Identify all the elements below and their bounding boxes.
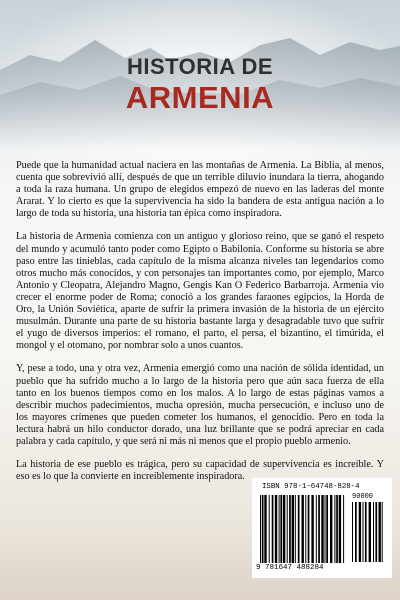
barcode-bar (369, 502, 371, 562)
barcode-bar (355, 502, 357, 562)
barcode-bars (260, 495, 348, 563)
barcode-bar (365, 502, 367, 562)
barcode-bar (264, 495, 266, 563)
barcode-bar (280, 495, 282, 563)
barcode-bar (325, 495, 326, 563)
barcode-bar (330, 495, 332, 563)
barcode-bar (292, 495, 294, 563)
barcode-bar (316, 495, 317, 563)
barcode-bar (283, 495, 285, 563)
blurb-paragraph: Y, pese a todo, una y otra vez, Armenia emergió como una nación de sólida identidad, un pueblo que ha sufrido mucho a lo largo de la historia pero que aún saca fuerza de ella tanto en los buenos tiempos como en los malos. A lo largo de estas páginas vamos a describir muchos padecimientos, mucha opresión, mucha persecución, e incluso uno de los mayores crímenes que pueden cometer los humanos, el genocidio. Pero en toda la lectura habrá un hilo conductor dorado, una luz brillante que se podrá apreciar en cada palabra y cada capítulo, y que será ni más ni menos que el propio pueblo armenio. (16, 363, 384, 447)
barcode-bar (311, 495, 313, 563)
barcode-bar (343, 495, 344, 563)
barcode-bar (363, 502, 364, 562)
barcode-bar (262, 495, 264, 563)
barcode-bar (359, 502, 361, 562)
barcode-bar (272, 495, 274, 563)
barcode-bar (289, 495, 291, 563)
book-title-line2: ARMENIA (125, 80, 275, 115)
blurb-paragraph: La historia de Armenia comienza con un antiguo y glorioso reino, que se ganó el respeto del mundo y acumuló tanto poder como Egipto o Babilonia. Conforme su historia se abre paso entre las tinieblas, cada capítulo de la misma alcanza niveles tan legendarios como otros mucho más conocidos, y con personajes tan importantes como, por ejemplo, Marco Antonio y Cleopatra, Alejandro Magno, Gengis Kan O Federico Barbarroja. Armenia vio crecer el enorme poder de Roma; conoció a los grandes faraones egipcios, la Horda de Oro, la Unión Soviética, aparte de sufrir la primera invasión de la historia de un ejército musulmán. Durante una parte de su historia bastante larga y desagradable tuvo que sufrir el yugo de diversos imperios: el romano, el parto, el persa, el bizantino, el timúrida, el mongol y el otomano, por nombrar solo a unos cuantos. (16, 231, 384, 352)
barcode-number: 9 781647 488284 (256, 564, 324, 572)
blurb-paragraph: Puede que la humanidad actual naciera en las montañas de Armenia. La Biblia, al menos, cuenta que sobrevivió allí, después de que un terrible diluvio inundara la tierra, ahogando a toda la raza humana. Un grupo de elegidos empezó de nuevo en las laderas del monte Ararat. Y lo cierto es que la supervivencia ha sido la bandera de esta antigua nación a lo largo de toda su historia, una historia tan épica como inspiradora. (16, 160, 384, 220)
back-cover-blurb (16, 160, 384, 494)
barcode-bar (318, 495, 320, 563)
blurb-paragraph: La historia de ese pueblo es trágica, pero su capacidad de supervivencia es increíble. Y eso es lo que la convierte en increíblemente inspiradora. (16, 459, 384, 483)
barcode-bar (295, 495, 296, 563)
barcode-bar (275, 495, 277, 563)
barcode-bar (336, 495, 338, 563)
barcode-bar (326, 495, 328, 563)
barcode-bar (260, 495, 261, 563)
book-title-line1: HISTORIA DE (126, 54, 274, 79)
barcode-bar (308, 495, 310, 563)
barcode-bar (379, 502, 381, 562)
barcode-bar (375, 502, 377, 562)
barcode-bar (269, 495, 270, 563)
barcode-addon-number: 90000 (352, 493, 374, 501)
barcode-box (252, 478, 392, 578)
isbn-label: ISBN 978-1-64748-828-4 (262, 483, 360, 491)
barcode-bar (287, 495, 288, 563)
barcode-bar (321, 495, 323, 563)
barcode-bar (298, 495, 300, 563)
barcode-bar (334, 495, 335, 563)
barcode-addon-bars (352, 502, 384, 562)
barcode-bar (305, 495, 306, 563)
barcode-bar (302, 495, 304, 563)
barcode-bar (339, 495, 341, 563)
barcode-bar (382, 502, 383, 562)
barcode-bar (279, 495, 280, 563)
barcode-bar (373, 502, 374, 562)
barcode-bar (352, 502, 353, 562)
